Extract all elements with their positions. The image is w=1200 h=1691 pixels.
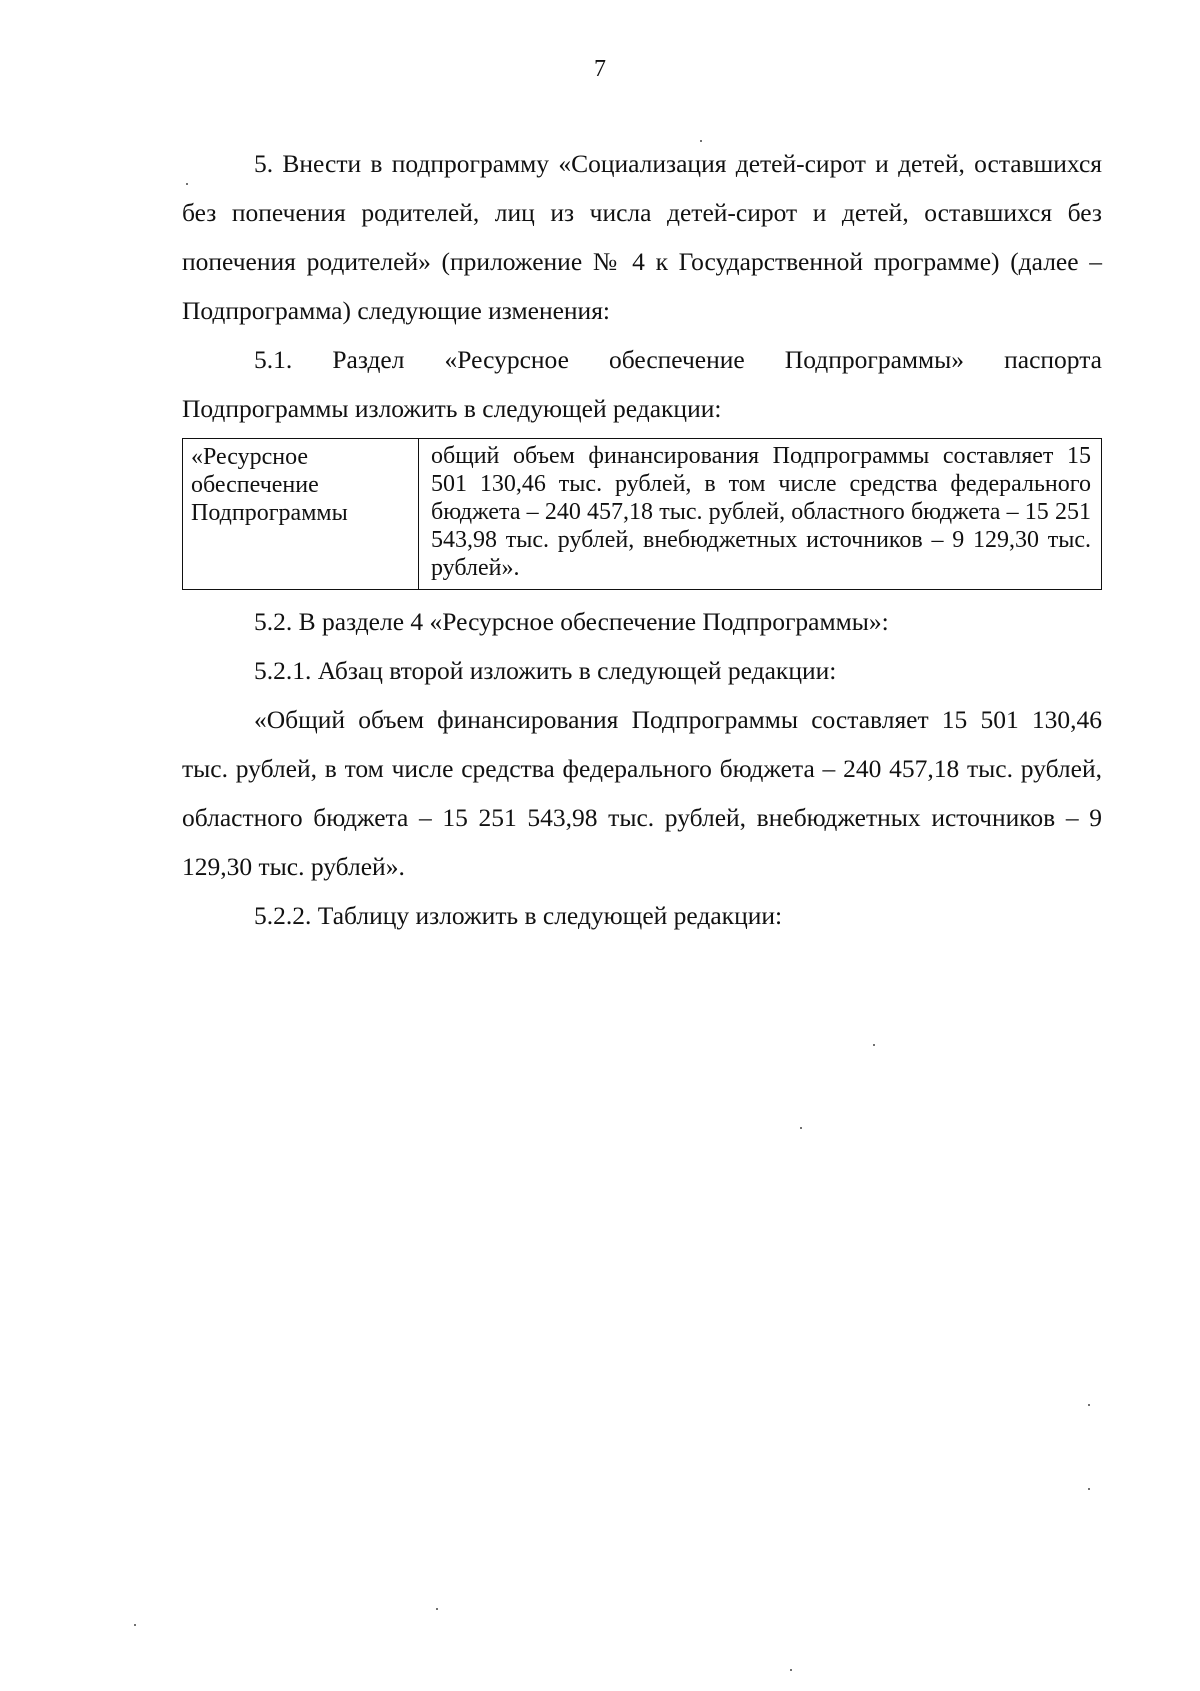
paragraph-item-5-1: 5.1. Раздел «Ресурсное обеспечение Подпрограммы» паспорта Подпрограммы изложить в следующей редакции: xyxy=(182,345,1102,423)
scan-speck xyxy=(700,140,702,142)
scan-speck xyxy=(1088,1488,1090,1490)
label-line: Подпрограммы xyxy=(191,500,348,526)
scan-speck xyxy=(873,1044,875,1046)
scan-speck xyxy=(790,1669,792,1671)
scan-speck xyxy=(134,1624,136,1626)
paragraph-item-5-2-1-quote: «Общий объем финансирования Подпрограммы составляет 15 501 130,46 тыс. рублей, в том числе средства федерального бюджета – 240 457,18 тыс. рублей, областного бюджета – 15 251 543,98 тыс. рублей, внебюджетных источников – 9 129,30 тыс. рублей». xyxy=(182,705,1102,881)
passport-table-label-cell xyxy=(183,439,419,589)
paragraph-item-5-2-1: 5.2.1. Абзац второй изложить в следующей редакции: xyxy=(254,656,837,685)
page-number: 7 xyxy=(594,56,606,82)
scan-speck xyxy=(1088,1404,1090,1406)
paragraph-item-5: 5. Внести в подпрограмму «Социализация детей-сирот и детей, оставшихся без попечения родителей, лиц из числа детей-сирот и детей, оставшихся без попечения родителей» (приложение № 4 к Государственной программе) (далее – Подпрограмма) следующие изменения: xyxy=(182,149,1102,325)
passport-table-content-cell: общий объем финансирования Подпрограммы составляет 15 501 130,46 тыс. рублей, в том числе средства федерального бюджета – 240 457,18 тыс. рублей, областного бюджета – 15 251 543,98 тыс. рублей, внебюджетных источников – 9 129,30 тыс. рублей». xyxy=(431,443,1091,581)
label-line: «Ресурсное xyxy=(191,444,309,470)
scan-speck xyxy=(436,1608,438,1610)
paragraph-item-5-2: 5.2. В разделе 4 «Ресурсное обеспечение Подпрограммы»: xyxy=(254,607,889,636)
passport-table xyxy=(182,438,1102,590)
paragraph-item-5-2-2: 5.2.2. Таблицу изложить в следующей редакции: xyxy=(254,901,783,930)
scan-speck xyxy=(800,1127,802,1129)
label-line: обеспечение xyxy=(191,472,319,498)
scan-speck xyxy=(186,183,188,185)
